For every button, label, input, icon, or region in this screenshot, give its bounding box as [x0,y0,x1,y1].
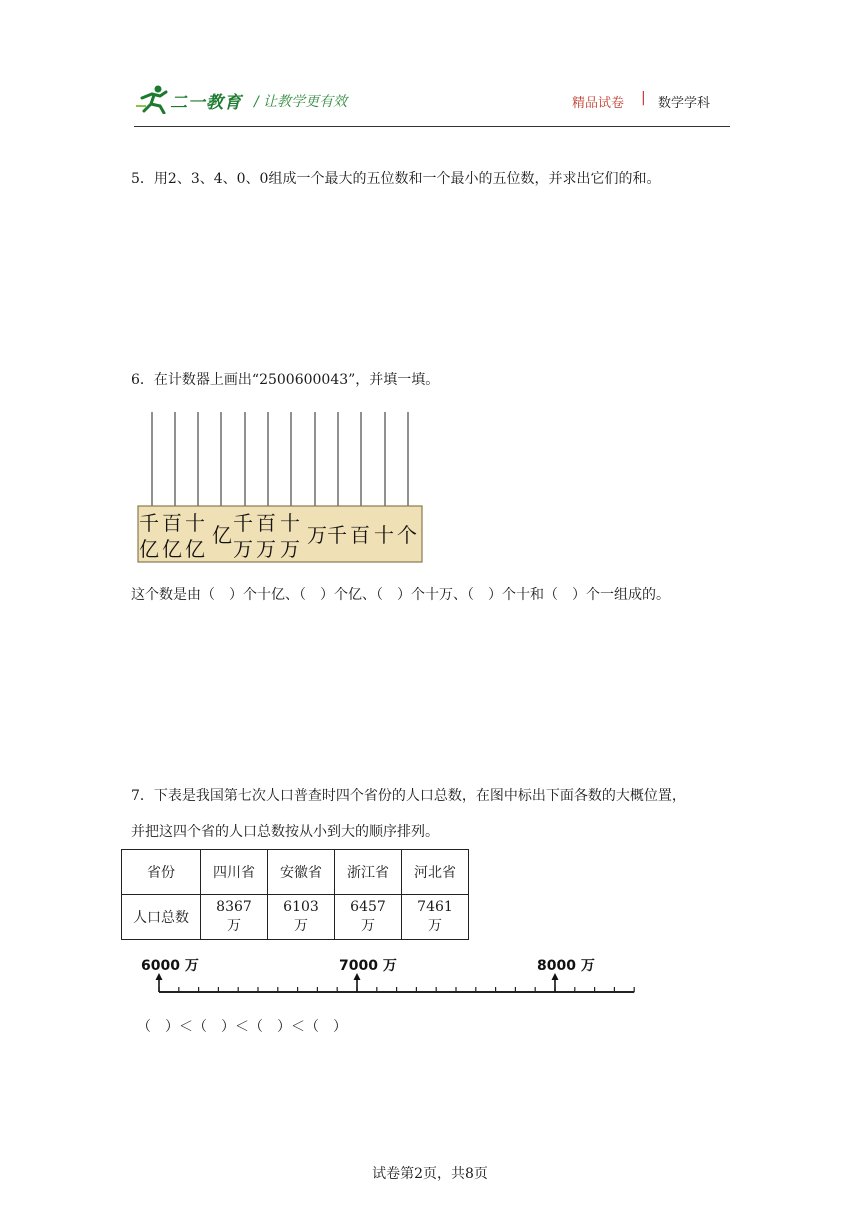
question-5: 5．用2、3、4、0、0组成一个最大的五位数和一个最小的五位数，并求出它们的和。 [131,171,661,187]
page-footer: 试卷第2页，共8页 [372,1166,488,1182]
number-line [136,955,640,1000]
abacus-label: 千 [327,523,347,547]
abacus-label: 万 [256,537,276,561]
population-table [121,849,469,940]
header-tag-separator: | [641,90,646,106]
abacus-label: 十 [185,511,205,535]
table-cell: 6103 万 [268,895,335,940]
abacus-label: 十 [280,511,300,535]
abacus-counter [137,410,423,565]
question-7-line-2: 并把这四个省的人口总数按从小到大的顺序排列。 [131,824,439,840]
question-6-fill-in: 这个数是由（ ）个十亿、（ ）个亿、（ ）个十万、（ ）个十和（ ）个一组成的。 [131,587,670,603]
number-line-label: 8000 万 [537,958,595,974]
abacus-label: 千 [233,511,253,535]
table-cell: 人口总数 [122,895,201,940]
abacus-label: 个 [397,523,417,547]
number-line-arrowhead [156,973,163,980]
table-cell: 7461 万 [402,895,469,940]
table-cell: 6457 万 [335,895,402,940]
abacus-label: 亿 [139,537,159,561]
abacus-label: 万 [307,523,327,547]
abacus-label: 百 [256,511,276,535]
abacus-label: 十 [374,523,394,547]
abacus-label: 亿 [185,537,205,561]
table-row [122,895,469,940]
table-cell: 四川省 [201,850,268,895]
table-cell: 浙江省 [335,850,402,895]
table-cell: 省份 [122,850,201,895]
number-line-arrowhead [354,973,361,980]
question-6: 6．在计数器上画出“2500600043”，并填一填。 [131,372,440,388]
table-cell: 安徽省 [268,850,335,895]
abacus-label: 万 [233,537,253,561]
header-tag-right: 数学学科 [658,96,711,111]
abacus-label: 千 [139,511,159,535]
question-7-line-1: 7．下表是我国第七次人口普查时四个省份的人口总数，在图中标出下面各数的大概位置， [131,788,686,804]
abacus-label: 百 [162,511,182,535]
abacus-rods [152,412,408,506]
table-header-row [122,850,469,895]
logo-text: 二一教育 [170,93,242,113]
abacus-label: 亿 [212,523,232,547]
abacus-label: 亿 [162,537,182,561]
abacus-label: 百 [350,523,370,547]
number-line-arrowhead [552,973,559,980]
order-answer: （ ）＜（ ）＜（ ）＜（ ） [137,1019,347,1035]
slogan: / 让教学更有效 [254,94,348,110]
table-cell: 河北省 [402,850,469,895]
table-cell: 8367 万 [201,895,268,940]
number-line-label: 6000 万 [141,958,199,974]
header-rule [134,126,730,127]
number-line-label: 7000 万 [339,958,397,974]
header-tag-left: 精品试卷 [572,96,625,111]
abacus-label: 万 [280,537,300,561]
logo-runner-icon [136,84,172,114]
